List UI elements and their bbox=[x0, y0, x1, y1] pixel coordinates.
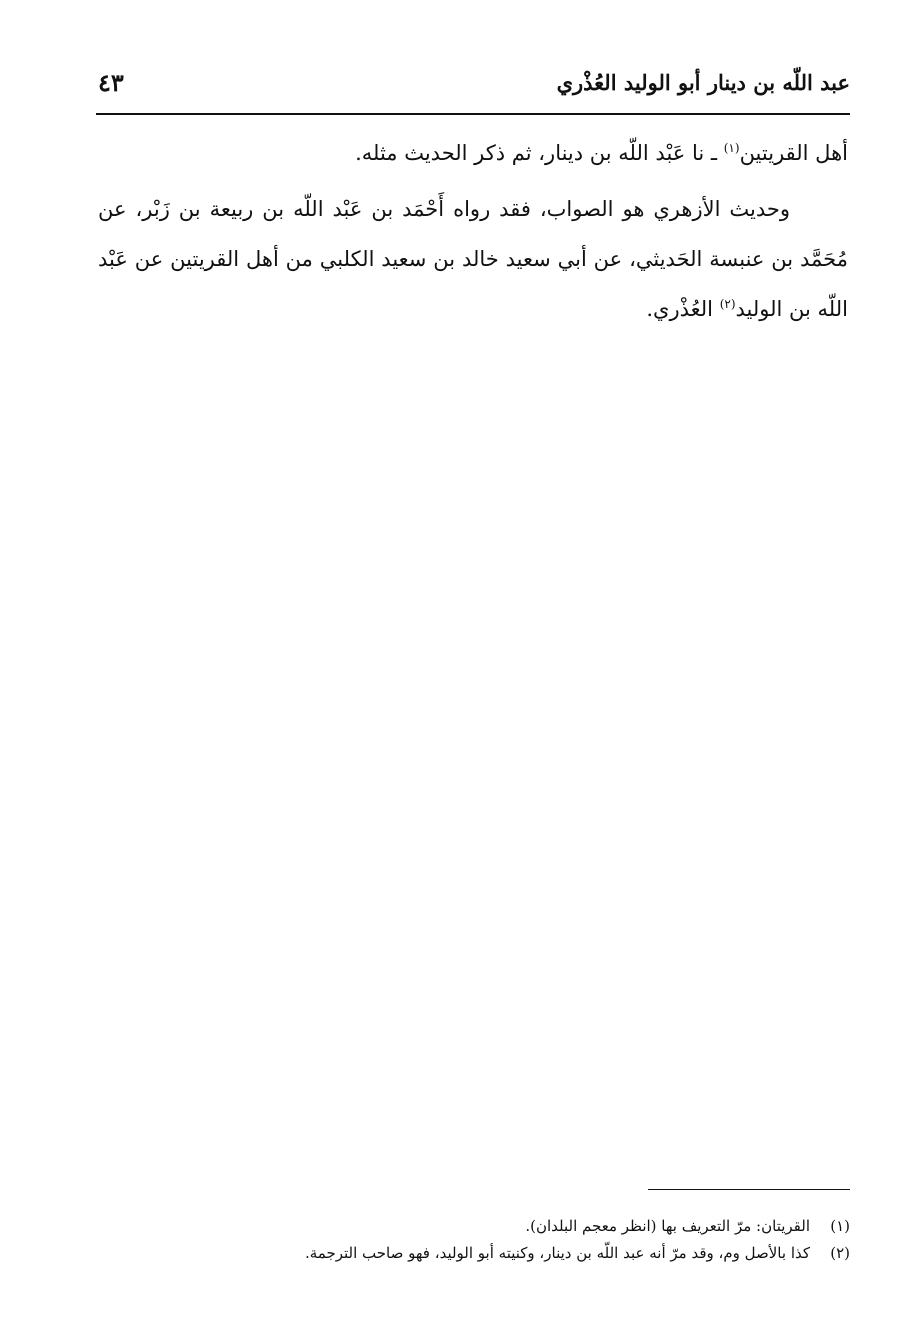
paragraph-text: ـ نا عَبْد اللّه بن دينار، ثم ذكر الحديث مثله. bbox=[355, 141, 724, 165]
footnote-separator bbox=[648, 1189, 850, 1190]
footnote-number: (١) bbox=[830, 1217, 850, 1235]
paragraph-text: العُذْري. bbox=[646, 297, 720, 321]
main-text bbox=[98, 128, 848, 334]
footnotes bbox=[98, 1213, 850, 1267]
footnote-text: كذا بالأصل وم، وقد مرّ أنه عبد اللّه بن دينار، وكنيته أبو الوليد، فهو صاحب الترجمة. bbox=[304, 1244, 810, 1262]
footnote-number: (٢) bbox=[830, 1244, 850, 1262]
running-title: عبد اللّه بن دينار أبو الوليد العُذْري bbox=[556, 70, 850, 95]
page-header bbox=[96, 66, 850, 110]
header-rule bbox=[96, 113, 850, 115]
footnote-1 bbox=[98, 1213, 850, 1240]
page-number: ٤٣ bbox=[98, 68, 124, 97]
footnote-text: القريتان: مرّ التعريف بها (انظر معجم البلدان). bbox=[525, 1217, 810, 1235]
footnote-2 bbox=[98, 1240, 850, 1267]
paragraph-2 bbox=[98, 184, 848, 334]
footnote-reference: (١) bbox=[723, 141, 740, 155]
paragraph-text: وحديث الأزهري هو الصواب، فقد رواه أَحْمَد بن عَبْد اللّه بن ربيعة بن زَبْر، عن مُحَمَّد بن عنبسة الحَديثي، عن أبي سعيد خالد بن سعيد الكلبي من أهل القريتين عن عَبْد اللّه بن الوليد bbox=[98, 197, 848, 321]
footnote-reference: (٢) bbox=[719, 297, 736, 311]
paragraph-1 bbox=[98, 128, 848, 178]
paragraph-text: أهل القريتين bbox=[739, 141, 848, 165]
